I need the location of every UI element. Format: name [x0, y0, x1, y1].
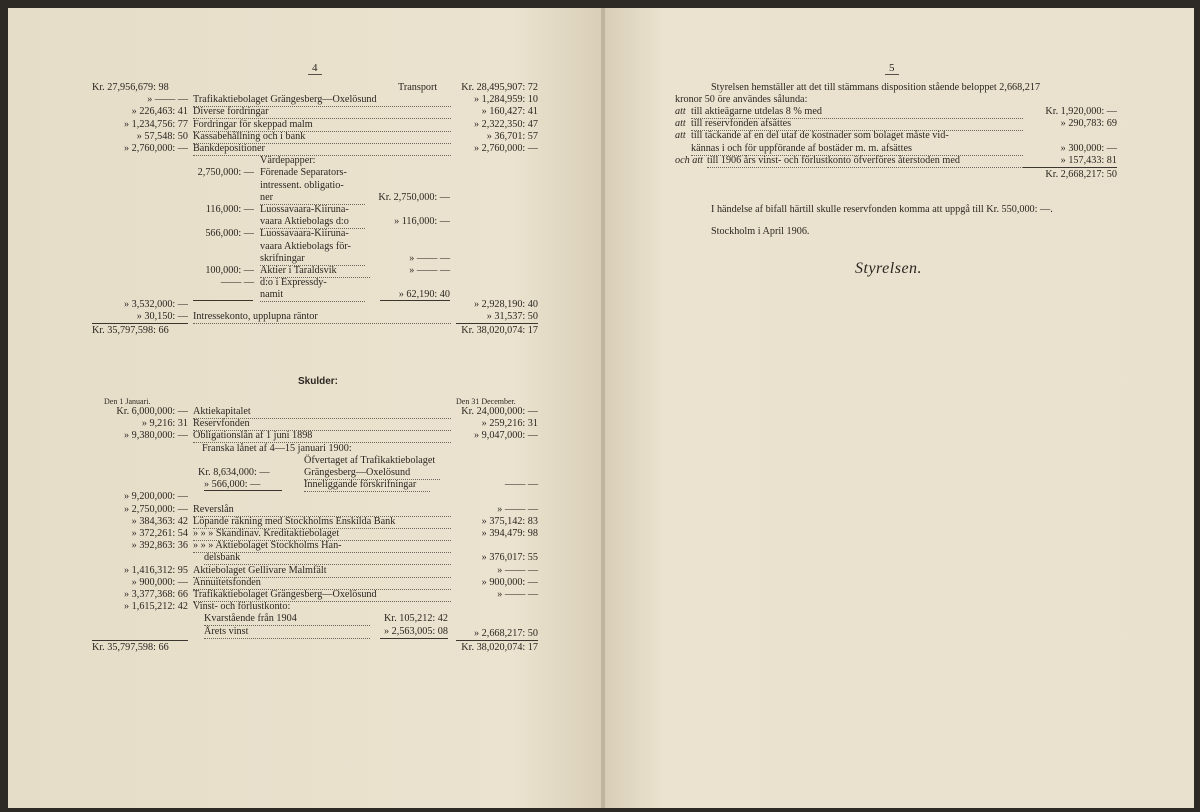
proposal-att: att: [675, 118, 686, 130]
security-description: Förenade Separators-: [260, 167, 347, 179]
liability-left-value: » 384,363: 42: [131, 515, 188, 527]
liability-description: Öfvertaget af Trafikaktiebolaget: [304, 454, 436, 466]
assets-total-right: Kr. 38,020,074: 17: [461, 325, 538, 336]
signature-styrelsen: Styrelsen.: [855, 260, 923, 277]
liability-description: Kvarstående från 1904: [204, 613, 370, 626]
security-description: vaara Aktiebolags för-: [260, 240, 351, 252]
left-page: [8, 8, 602, 808]
liability-description: Annuitetsfonden: [193, 577, 451, 590]
liability-right-value: » 259,216: 31: [481, 418, 538, 430]
asset-right-value: » 36,701: 57: [486, 130, 538, 142]
liability-right-value: » —— —: [497, 589, 538, 600]
security-amount: 2,750,000: —: [197, 167, 254, 179]
page-number: [308, 62, 322, 74]
page-number: [885, 62, 899, 74]
liability-description: Franska lånet af 4—15 januari 1900:: [202, 442, 352, 454]
liability-right-value: » —— —: [497, 564, 538, 576]
total-rule: [92, 323, 188, 324]
proposal-amount: » 157,433: 81: [1060, 154, 1117, 166]
liability-left-value: » 1,416,312: 95: [124, 564, 188, 576]
proposal-att: att: [675, 106, 686, 117]
proposal-item: kännas i och för uppförande af bostäder m. m. afsättes: [691, 143, 1023, 156]
liability-left-value: » 3,377,368: 66: [124, 589, 188, 600]
security-description: Aktier i Taraldsvik: [260, 265, 370, 278]
liability-description: Vinst- och förlustkonto:: [193, 601, 291, 613]
proposal-att: och att: [675, 154, 704, 166]
proposal-amount: » 300,000: —: [1060, 142, 1117, 154]
asset-description: Bankdepositioner: [193, 143, 451, 156]
asset-description: Fordringar för skeppad malm: [193, 119, 451, 132]
liability-description: Trafikaktiebolaget Grängesberg—Oxelösund: [193, 589, 451, 602]
liability-description: Reverslån: [193, 504, 451, 517]
liability-description: » » » Aktiebolaget Stockholms Han-: [193, 540, 451, 553]
transport-label: Transport: [398, 82, 438, 93]
securities-total-right: » 2,928,190: 40: [474, 299, 538, 310]
column-header-left: Den 1 Januari.: [104, 397, 151, 406]
asset-left-value: » 226,463: 41: [131, 106, 188, 118]
liability-right-value: » 2,668,217: 50: [474, 627, 538, 639]
security-amount: 566,000: —: [205, 228, 254, 240]
document-spread: [8, 8, 1194, 808]
proposal-item: till aktieägarne utdelas 8 % med: [691, 106, 1023, 119]
asset-left-value: » —— —: [147, 94, 188, 106]
liability-sub-amount: » 2,563,005: 08: [384, 625, 448, 637]
asset-left-value: » 57,548: 50: [136, 130, 188, 142]
liability-left-value: Kr. 6,000,000: —: [116, 406, 188, 417]
security-amount: —— —: [220, 277, 254, 289]
security-value: Kr. 2,750,000: —: [378, 191, 450, 203]
liability-right-value: » 375,142: 83: [481, 515, 538, 527]
page-number-text: 5: [885, 62, 899, 75]
liability-right-value: » 9,047,000: —: [474, 430, 538, 442]
subtotal-rule: [380, 638, 448, 639]
asset-right-value: » 1,284,959: 10: [474, 94, 538, 106]
security-value: » 116,000: —: [394, 216, 450, 228]
security-description: vaara Aktiebolags d:o: [260, 216, 365, 229]
security-description: Luossavaara-Kiiruna-: [260, 228, 349, 240]
assets-total-left: Kr. 35,797,598: 66: [92, 325, 169, 336]
proposal-text: kronor 50 öre användes sålunda:: [675, 94, 808, 105]
liability-description: Obligationslån af 1 juni 1898: [193, 430, 451, 443]
proposal-amount: Kr. 1,920,000: —: [1045, 106, 1117, 117]
asset-left-value: » 1,234,756: 77: [124, 118, 188, 130]
liability-sub-amount: Kr. 8,634,000: —: [198, 467, 270, 478]
liability-left-value: » 9,380,000: —: [124, 430, 188, 442]
liability-description: Löpande räkning med Stockholms Enskilda Bank: [193, 516, 451, 529]
asset-right-value: » 31,537: 50: [486, 311, 538, 322]
liability-right-value: » 394,479: 98: [481, 528, 538, 539]
liability-left-value: » 372,261: 54: [131, 528, 188, 539]
liability-description: Aktiebolaget Gellivare Malmfält: [193, 565, 451, 578]
asset-left-value: Kr. 27,956,679: 98: [92, 82, 169, 93]
liabilities-total-left: Kr. 35,797,598: 66: [92, 641, 169, 653]
asset-left-value: » 2,760,000: —: [124, 143, 188, 154]
security-description: ner: [260, 192, 365, 205]
reserve-note: I händelse af bifall härtill skulle reservfonden komma att uppgå till Kr. 550,000: —.: [711, 204, 1053, 215]
asset-description: Kassabehållning och i bank: [193, 131, 451, 144]
security-description: skrifningar: [260, 253, 365, 266]
asset-left-value: » 30,150: —: [136, 311, 188, 322]
proposal-total: Kr. 2,668,217: 50: [1045, 168, 1117, 180]
security-value: » —— —: [409, 252, 450, 264]
liabilities-total-right: Kr. 38,020,074: 17: [461, 641, 538, 653]
asset-description: Intressekonto, upplupna räntor: [193, 311, 451, 324]
security-amount: 116,000: —: [205, 204, 254, 215]
security-value: » 62,190: 40: [398, 289, 450, 301]
place-date: Stockholm i April 1906.: [711, 226, 810, 237]
total-rule: [456, 640, 538, 641]
liability-sub-amount: Kr. 105,212: 42: [384, 613, 448, 625]
liability-description: » » » Skandinav. Kreditaktiebolaget: [193, 528, 451, 541]
liability-description: Inneliggande förskrifningar: [304, 479, 430, 492]
liability-right-value: » —— —: [497, 503, 538, 515]
subtotal-rule: [204, 490, 282, 491]
asset-right-value: » 160,427: 41: [481, 106, 538, 118]
liability-description: delsbank: [204, 552, 451, 565]
security-description: d:o i Expressdy-: [260, 277, 327, 289]
liability-left-value: » 900,000: —: [131, 576, 188, 588]
column-header-right: Den 31 December.: [456, 397, 516, 406]
security-description: Luossavaara-Kiiruna-: [260, 204, 349, 215]
liability-description: Reservfonden: [193, 418, 451, 431]
proposal-item: till täckande af en del utaf de kostnader som bolaget måste vid-: [691, 130, 949, 142]
subtotal-rule: [193, 300, 253, 301]
liability-description: Årets vinst: [204, 626, 370, 639]
asset-right-value: » 2,322,350: 47: [474, 118, 538, 130]
securities-total-left: » 3,532,000: —: [124, 299, 188, 310]
page-number-text: 4: [308, 62, 322, 75]
asset-description: Trafikaktiebolaget Grängesberg—Oxelösund: [193, 94, 451, 107]
liability-description: Aktiekapitalet: [193, 406, 451, 419]
proposal-amount: » 290,783: 69: [1060, 118, 1117, 130]
total-rule: [1023, 167, 1117, 168]
total-rule: [456, 323, 538, 324]
security-amount: 100,000: —: [205, 265, 254, 276]
liability-right-value: —— —: [504, 479, 538, 491]
liability-left-value: » 392,863: 36: [131, 540, 188, 552]
liability-left-value: » 9,200,000: —: [124, 491, 188, 503]
liability-left-value: » 2,750,000: —: [124, 503, 188, 515]
proposal-item: till reservfonden afsättes: [691, 118, 1023, 131]
securities-heading: Värdepapper:: [260, 155, 316, 167]
total-rule: [92, 640, 188, 641]
asset-description: Diverse fordringar: [193, 106, 451, 119]
liability-right-value: » 376,017: 55: [481, 552, 538, 564]
proposal-item: till 1906 års vinst- och förlustkonto öfverföres återstoden med: [707, 155, 1023, 168]
asset-right-value: Kr. 28,495,907: 72: [461, 82, 538, 93]
subtotal-rule: [380, 300, 450, 301]
liability-right-value: » 900,000: —: [481, 576, 538, 588]
liabilities-heading: Skulder:: [298, 376, 339, 387]
liability-left-value: » 1,615,212: 42: [124, 601, 188, 613]
liability-sub-amount: » 566,000: —: [204, 479, 261, 491]
asset-right-value: » 2,760,000: —: [474, 143, 538, 154]
security-value: » —— —: [409, 265, 450, 276]
liability-right-value: Kr. 24,000,000: —: [461, 406, 538, 417]
security-description: namit: [260, 289, 365, 302]
right-page: [605, 8, 1194, 808]
liability-left-value: » 9,216: 31: [141, 418, 188, 430]
proposal-att: att: [675, 130, 686, 142]
proposal-text: Styrelsen hemställer att det till stämmans disposition stående beloppet 2,668,217: [711, 82, 1041, 93]
security-description: intressent. obligatio-: [260, 179, 344, 191]
liability-description: Grängesberg—Oxelösund: [304, 467, 440, 480]
